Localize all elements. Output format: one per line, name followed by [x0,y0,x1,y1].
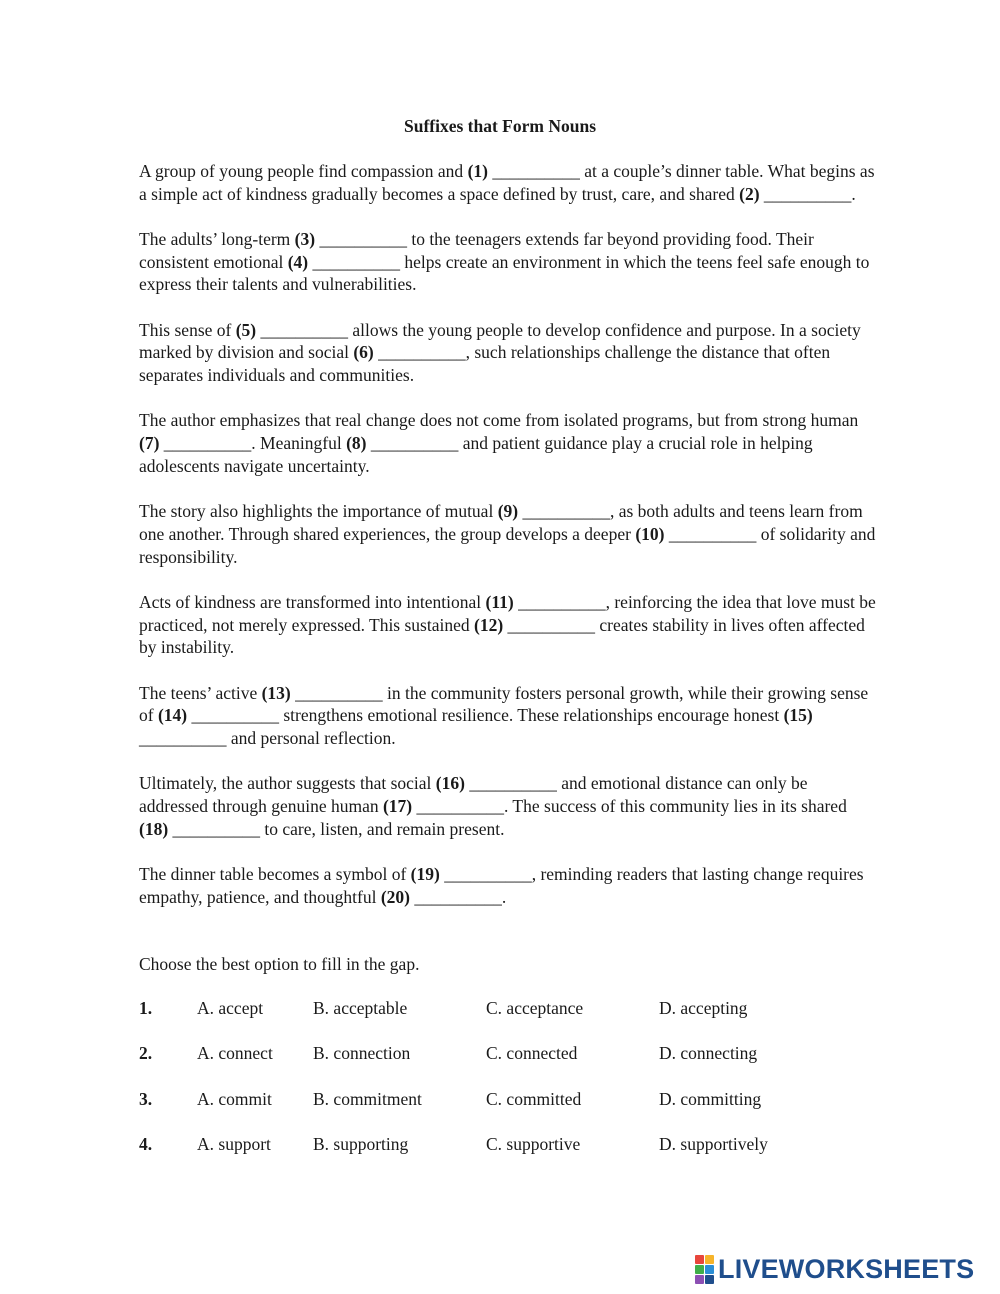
option-d[interactable]: D. accepting [659,998,748,1018]
option-d[interactable]: D. committing [659,1088,762,1109]
logo-square [705,1255,714,1264]
option-b[interactable]: B. acceptable [313,998,408,1018]
gap-number: (19) [410,863,440,884]
question-row [139,1134,899,1179]
option-c[interactable]: C. connected [486,1043,578,1064]
option-b[interactable]: B. commitment [313,1088,422,1109]
liveworksheets-logo[interactable] [695,1254,974,1284]
option-d[interactable]: D. connecting [659,1043,758,1064]
gap-number: (6) [353,342,374,363]
option-b[interactable]: B. supporting [313,1134,409,1155]
gap-number: (9) [497,501,519,522]
gap-number: (18) [139,818,169,839]
logo-square [695,1275,704,1284]
option-c[interactable]: C. supportive [486,1134,581,1155]
passage-paragraph: The dinner table becomes a symbol of (19) __________, reminding readers that lasting change requires empathy, patience, and thoughtful (20) __________. [139,863,864,907]
gap-number: (5) [235,319,257,340]
gap-number: (1) [467,161,488,181]
question-row [139,1043,899,1088]
gap-number: (7) [139,433,160,454]
gap-number: (15) [783,705,813,726]
passage-paragraph: A group of young people find compassion and (1) __________ at a couple’s dinner table. What begins as a simple act of kindness gradually becomes a space defined by trust, care, and shared (2) __________. [139,161,875,204]
passage [139,160,879,931]
logo-square [705,1265,714,1274]
logo-square [695,1265,704,1274]
instruction-text: Choose the best option to fill in the gap. [139,954,420,974]
liveworksheets-logo-icon [695,1255,714,1284]
question-row [139,1089,899,1134]
page-title: Suffixes that Form Nouns [403,116,597,136]
gap-number: (8) [346,433,367,454]
question-number: 4. [139,1134,153,1155]
gap-number: (2) [739,183,760,204]
question-row [139,998,899,1043]
question-number: 3. [139,1088,153,1109]
gap-number: (20) [380,886,411,907]
option-c[interactable]: C. acceptance [486,998,584,1018]
question-number: 2. [139,1043,153,1064]
option-d[interactable]: D. supportively [659,1134,768,1155]
gap-number: (14) [157,705,188,726]
passage-paragraph: The teens’ active (13) __________ in the community fosters personal growth, while their growing sense of (14) __________ strengthens emotional resilience. These relationships encourage honest (15) __________ and personal reflection. [139,682,869,748]
option-c[interactable]: C. committed [486,1088,582,1109]
gap-number: (13) [261,682,291,703]
option-a[interactable]: A. connect [197,1043,273,1064]
option-b[interactable]: B. connection [313,1043,411,1064]
gap-number: (11) [485,591,514,612]
gap-number: (4) [287,251,309,272]
passage-paragraph: Ultimately, the author suggests that social (16) __________ and emotional distance can only be addressed through genuine human (17) __________. The success of this community lies in its shared (18) __________ to care, listen, and remain present. [139,773,847,839]
gap-number: (17) [382,795,413,816]
option-a[interactable]: A. support [197,1134,271,1155]
option-a[interactable]: A. commit [197,1088,272,1109]
passage-paragraph: The author emphasizes that real change does not come from isolated programs, but from strong human (7) __________. Meaningful (8) __________ and patient guidance play a crucial role in helping adolescents navigate uncertainty. [139,410,859,476]
logo-square [705,1275,714,1284]
gap-number: (10) [635,523,665,544]
gap-number: (12) [474,614,504,635]
brand-name: LIVEWORKSHEETS [718,1253,975,1284]
option-a[interactable]: A. accept [197,998,264,1018]
answer-options [139,998,899,1180]
logo-square [695,1255,704,1264]
question-number: 1. [139,998,153,1018]
passage-paragraph: This sense of (5) __________ allows the young people to develop confidence and purpose. In a society marked by division and social (6) __________, such relationships challenge the distance that often separates individuals and communities. [139,319,861,386]
passage-paragraph: The adults’ long-term (3) __________ to the teenagers extends far beyond providing food. Their consistent emotional (4) __________ helps create an environment in which the teens feel safe enough to express their talents and vulnerabilities. [139,229,870,295]
gap-number: (16) [435,773,465,794]
gap-number: (3) [294,229,316,249]
passage-paragraph: Acts of kindness are transformed into intentional (11) __________, reinforcing the idea that love must be practiced, not merely expressed. This sustained (12) __________ creates stability in lives often affected by instability. [139,591,876,658]
passage-paragraph: The story also highlights the importance of mutual (9) __________, as both adults and teens learn from one another. Through shared experiences, the group develops a deeper (10) __________ of solidarity and responsibility. [139,501,876,567]
